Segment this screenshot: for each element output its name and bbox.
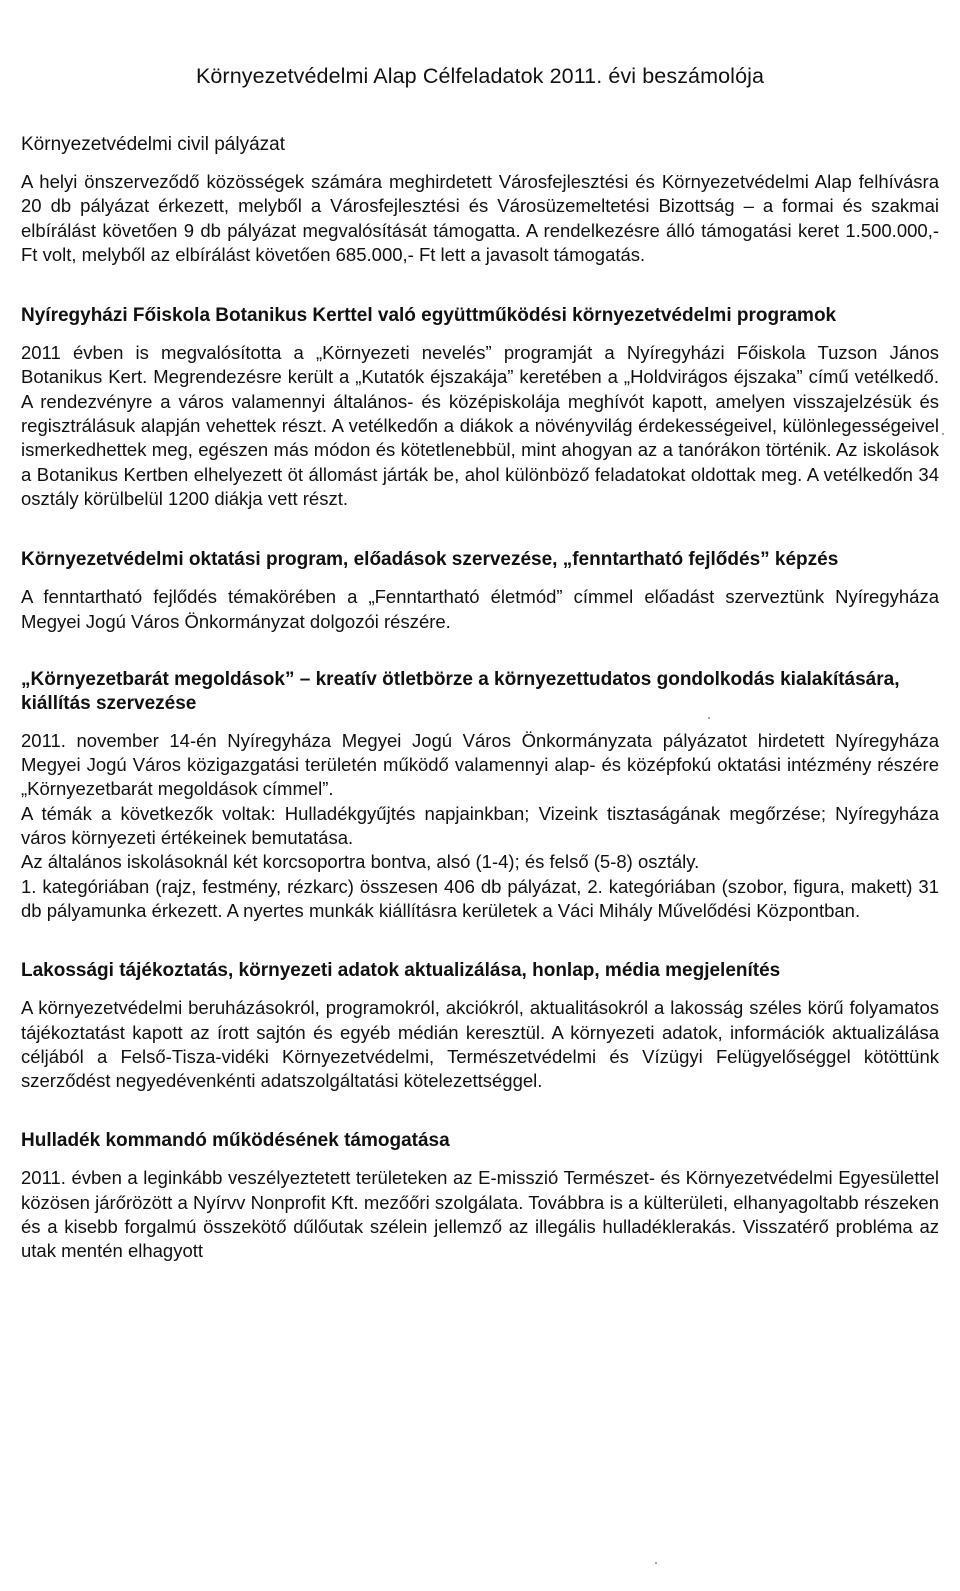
section-paragraph: A témák a következők voltak: Hulladékgyűjtés napjainkban; Vizeink tisztaságának megőrzése; Nyíregyháza város környezeti értékeinek bemutatása. xyxy=(21,802,939,849)
scan-speck xyxy=(942,433,944,435)
section-paragraph: 2011 évben is megvalósította a „Környezeti nevelés” programját a Nyíregyházi Főiskola Tuzson János Botanikus Kert. Megrendezésre került a „Kutatók éjszakája” keretében a „Holdvirágos éjszaka” című vetélkedő. A rendezvényre a város valamennyi általános- és középiskolája meghívót kapott, amelyen visszajelzésük és regisztrálásuk alapján vehettek részt. A vetélkedőn a diákok a növényvilág érdekességeivel, különlegességeivel ismerkedhettek meg, egészen más módon és kötetlenebbül, mint ahogyan az a tanórákon történik. Az iskolások a Botanikus Kertben elhelyezett öt állomást járták be, ahol különböző feladatokat oldottak meg. A vetélkedőn 34 osztály körülbelül 1200 diákja vett részt. xyxy=(21,342,939,509)
section-heading: Környezetvédelmi oktatási program, előadások szervezése, „fenntartható fejlődés” képzés xyxy=(21,549,839,571)
section-paragraph: 2011. november 14-én Nyíregyháza Megyei Jogú Város Önkormányzata pályázatot hirdetett Nyíregyháza Megyei Jogú Város közigazgatási területén működő valamennyi alap- és középfokú oktatási intézmény részére „Környezetbarát megoldások címmel”. xyxy=(21,729,939,800)
section-heading: Lakossági tájékoztatás, környezeti adatok aktualizálása, honlap, média megjelenítés xyxy=(21,960,781,982)
section-eco-solutions xyxy=(21,668,939,923)
document-title: Környezetvédelmi Alap Célfeladatok 2011. évi beszámolója xyxy=(195,64,765,88)
section-civil-tender xyxy=(21,133,939,267)
section-heading: „Környezetbarát megoldások” – kreatív ötletbörze a környezettudatos gondolkodás kialakítására, kiállítás szervezése xyxy=(21,668,900,714)
section-paragraph: 1. kategóriában (rajz, festmény, rézkarc) összesen 406 db pályázat, 2. kategóriában (szobor, figura, makett) 31 db pályamunka érkezett. A nyertes munkák kiállításra kerületek a Váci Mihály Művelődési Központban. xyxy=(21,875,939,921)
section-heading: Környezetvédelmi civil pályázat xyxy=(21,134,286,155)
scan-speck xyxy=(708,717,710,719)
section-paragraph: A fenntartható fejlődés témakörében a „Fenntartható életmód” címmel előadást szerveztünk Nyíregyháza Megyei Jogú Város Önkormányzat dolgozói részére. xyxy=(21,586,939,632)
section-paragraph: A környezetvédelmi beruházásokról, programokról, akciókról, aktualitásokról a lakosság széles körű folyamatos tájékoztatást kapott az írott sajtón és egyéb médián keresztül. A környezeti adatok, információk aktualizálása céljából a Felső-Tisza-vidéki Környezetvédelmi, Természetvédelmi és Vízügyi Felügyelőséggel kötöttünk szerződést negyedévenkénti adatszolgáltatási kötelezettséggel. xyxy=(21,997,939,1092)
section-education-program xyxy=(21,548,939,634)
section-heading: Nyíregyházi Főiskola Botanikus Kerttel való együttműködési környezetvédelmi programok xyxy=(21,305,837,327)
section-paragraph: A helyi önszerveződő közösségek számára meghirdetett Városfejlesztési és Környezetvédelmi Alap felhívásra 20 db pályázat érkezett, melyből a Városfejlesztési és Városüzemeltetési Bizottság – a formai és szakmai elbírálást követően 9 db pályázat megvalósítását támogatta. A rendelkezésre álló támogatási keret 1.500.000,- Ft volt, melyből az elbírálást követően 685.000,- Ft lett a javasolt támogatás. xyxy=(21,171,939,265)
section-paragraph: 2011. évben a leginkább veszélyeztetett területeken az E-misszió Természet- és Környezetvédelmi Egyesülettel közösen járőrözött a Nyírvv Nonprofit Kft. mezőőri szolgálata. Továbbra is a külterületi, elhanyagoltabb részeken és a kisebb forgalmú összekötő dűlőutak szélein jellemző az illegális hulladéklerakás. Visszatérő probléma az utak mentén elhagyott xyxy=(21,1167,939,1262)
scan-speck xyxy=(655,1562,657,1564)
section-paragraph: Az általános iskolásoknál két korcsoportra bontva, alsó (1-4); és felső (5-8) osztály. xyxy=(21,851,700,873)
document-page xyxy=(21,64,939,1300)
section-public-information xyxy=(21,959,939,1093)
section-heading: Hulladék kommandó működésének támogatása xyxy=(21,1130,450,1152)
section-waste-commando xyxy=(21,1129,939,1263)
section-botanical-garden xyxy=(21,304,939,511)
